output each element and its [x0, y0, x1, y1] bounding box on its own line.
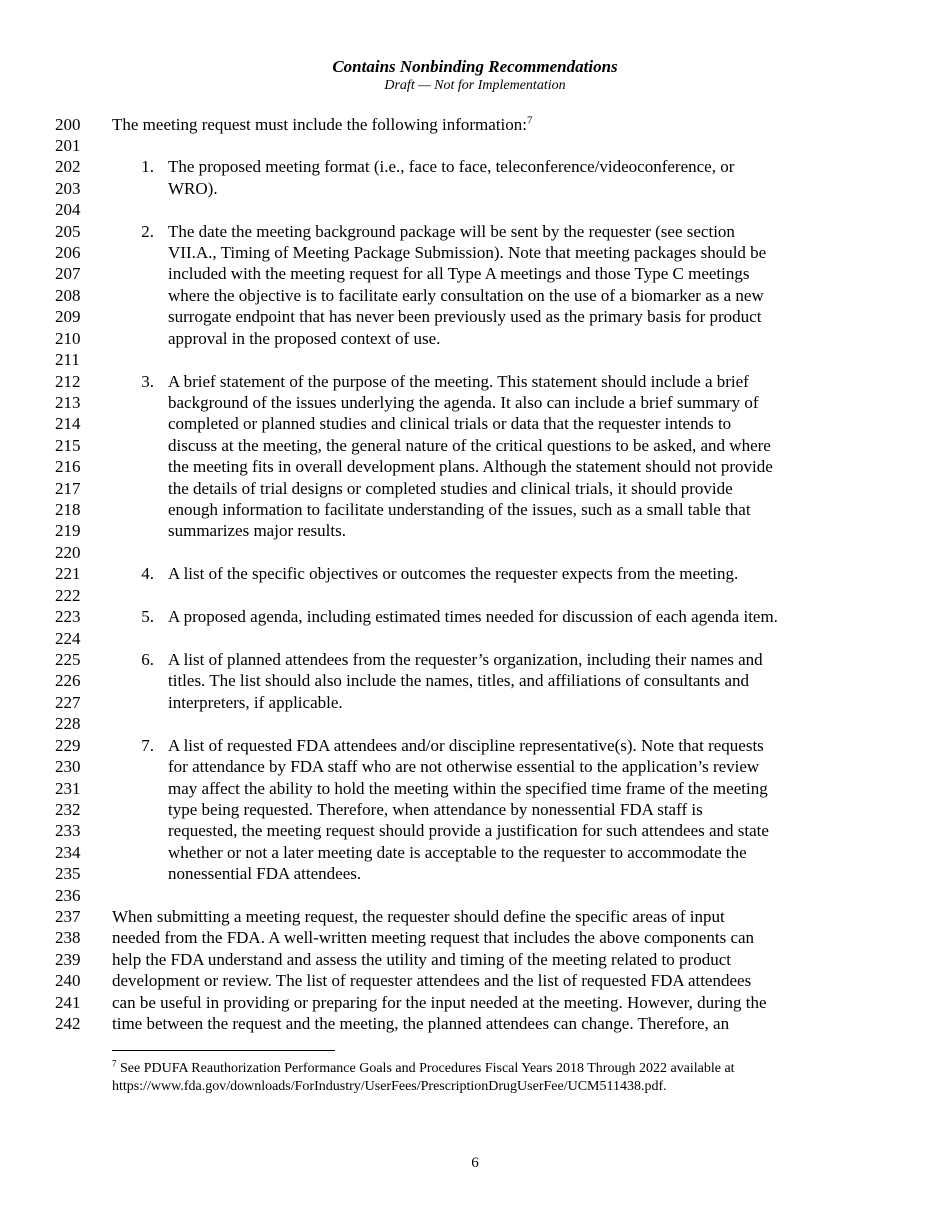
- line-number: 205: [55, 221, 81, 241]
- line-number: 204: [55, 200, 81, 220]
- paragraph-line: development or review. The list of requester attendees and the list of requested FDA attendees: [112, 971, 752, 991]
- line-number: 215: [55, 435, 81, 455]
- paragraph-line: When submitting a meeting request, the requester should define the specific areas of input: [112, 907, 725, 927]
- line-number: 235: [55, 864, 81, 884]
- paragraph-line: needed from the FDA. A well-written meeting request that includes the above components can: [112, 928, 755, 948]
- list-item-line: for attendance by FDA staff who are not otherwise essential to the application’s review: [168, 757, 760, 777]
- line-number: 226: [55, 671, 81, 691]
- line-number: 217: [55, 478, 81, 498]
- list-item-line: where the objective is to facilitate early consultation on the use of a biomarker as a new: [168, 285, 764, 305]
- list-item-line: completed or planned studies and clinical trials or data that the requester intends to: [168, 414, 732, 434]
- line-number: 208: [55, 285, 81, 305]
- running-header-title: Contains Nonbinding Recommendations: [332, 57, 618, 76]
- line-number: 225: [55, 650, 81, 669]
- list-item-line: included with the meeting request for all Type A meetings and those Type C meetings: [168, 264, 750, 284]
- line-number: 231: [55, 778, 81, 798]
- list-item-line: A brief statement of the purpose of the meeting. This statement should include a brief: [168, 371, 749, 391]
- list-item-number: 6.: [141, 650, 154, 669]
- intro-sentence: [112, 114, 533, 135]
- list-item-line: titles. The list should also include the names, titles, and affiliations of consultants and: [168, 671, 750, 691]
- list-item-number: 1.: [141, 157, 154, 177]
- paragraph-line: help the FDA understand and assess the utility and timing of the meeting related to product: [112, 949, 731, 969]
- line-number: 229: [55, 735, 81, 755]
- list-item-line: requested, the meeting request should provide a justification for such attendees and state: [168, 821, 769, 841]
- footnote: [112, 1060, 872, 1095]
- line-number: 227: [55, 692, 81, 712]
- list-item-line: the details of trial designs or completed studies and clinical trials, it should provide: [168, 478, 733, 498]
- intro-text: The meeting request must include the following information:: [112, 114, 527, 134]
- list-item-line: type being requested. Therefore, when attendance by nonessential FDA staff is: [168, 799, 703, 819]
- footnote-text: See PDUFA Reauthorization Performance Goals and Procedures Fiscal Years 2018 Through 2022 available at: [116, 1061, 735, 1076]
- list-item-number: 2.: [141, 221, 154, 241]
- line-number: 238: [55, 928, 81, 948]
- list-item-number: 4.: [141, 564, 154, 584]
- line-number: 211: [55, 350, 80, 370]
- list-item-number: 5.: [141, 607, 154, 627]
- page-number: 6: [471, 1155, 479, 1171]
- line-number: 234: [55, 842, 81, 862]
- line-number: 219: [55, 521, 81, 541]
- footnote-url[interactable]: https://www.fda.gov/downloads/ForIndustry/UserFees/PrescriptionDrugUserFee/UCM511438.pdf.: [112, 1078, 667, 1094]
- list-item-number: 7.: [141, 735, 154, 755]
- line-number: 232: [55, 799, 81, 819]
- list-item-line: summarizes major results.: [168, 521, 346, 541]
- line-number: 212: [55, 371, 81, 391]
- line-number: 202: [55, 157, 81, 177]
- list-item-line: surrogate endpoint that has never been previously used as the primary basis for product: [168, 307, 762, 327]
- footnote-line-1: [112, 1060, 872, 1078]
- line-number: 240: [55, 971, 81, 991]
- list-item-line: discuss at the meeting, the general nature of the critical questions to be asked, and where: [168, 435, 771, 455]
- paragraph-line: can be useful in providing or preparing for the input needed at the meeting. However, during the: [112, 992, 767, 1012]
- line-number: 230: [55, 757, 81, 777]
- line-number: 236: [55, 885, 81, 905]
- list-item-line: background of the issues underlying the agenda. It also can include a brief summary of: [168, 392, 759, 412]
- list-item-line: whether or not a later meeting date is acceptable to the requester to accommodate the: [168, 842, 747, 862]
- line-number: 242: [55, 1014, 81, 1034]
- line-number: 228: [55, 714, 81, 734]
- list-item-line: nonessential FDA attendees.: [168, 864, 362, 884]
- list-item-line: A proposed agenda, including estimated times needed for discussion of each agenda item.: [168, 607, 778, 627]
- line-number: 213: [55, 392, 81, 412]
- list-item-line: A list of requested FDA attendees and/or discipline representative(s). Note that requests: [168, 735, 764, 755]
- paragraph-line: time between the request and the meeting, the planned attendees can change. Therefore, an: [112, 1014, 730, 1034]
- line-number: 221: [55, 564, 81, 584]
- list-item-line: The date the meeting background package will be sent by the requester (see section: [168, 221, 735, 241]
- list-item-line: the meeting fits in overall development plans. Although the statement should not provide: [168, 457, 773, 477]
- line-number: 200: [55, 114, 81, 134]
- list-item-line: interpreters, if applicable.: [168, 692, 343, 712]
- list-item-line: WRO).: [168, 178, 218, 198]
- line-number: 214: [55, 414, 81, 434]
- line-number: 216: [55, 457, 81, 477]
- line-number: 222: [55, 585, 81, 605]
- running-header-subtitle: Draft — Not for Implementation: [384, 78, 566, 93]
- line-number: 220: [55, 542, 81, 562]
- line-number: 203: [55, 178, 81, 198]
- line-number: 223: [55, 607, 81, 627]
- footnote-reference[interactable]: 7: [527, 113, 533, 126]
- list-item-number: 3.: [141, 371, 154, 391]
- line-number: 210: [55, 328, 81, 348]
- footnote-marker: 7: [112, 1058, 117, 1069]
- list-item-line: may affect the ability to hold the meeting within the specified time frame of the meeting: [168, 778, 768, 798]
- line-number: 201: [55, 135, 81, 155]
- line-number: 241: [55, 992, 81, 1012]
- list-item-line: The proposed meeting format (i.e., face to face, teleconference/videoconference, or: [168, 157, 735, 177]
- line-number: 209: [55, 307, 81, 327]
- line-number: 237: [55, 907, 81, 927]
- list-item-line: enough information to facilitate understanding of the issues, such as a small table that: [168, 500, 751, 520]
- list-item-line: approval in the proposed context of use.: [168, 328, 441, 348]
- list-item-line: A list of planned attendees from the requester’s organization, including their names and: [168, 650, 763, 669]
- line-number: 224: [55, 628, 81, 648]
- footnote-divider: [112, 1050, 335, 1051]
- line-number: 206: [55, 243, 81, 263]
- list-item-line: VII.A., Timing of Meeting Package Submission). Note that meeting packages should be: [168, 243, 767, 263]
- line-number: 239: [55, 949, 81, 969]
- line-number: 233: [55, 821, 81, 841]
- list-item-line: A list of the specific objectives or outcomes the requester expects from the meeting.: [168, 564, 739, 584]
- line-number: 207: [55, 264, 81, 284]
- line-number: 218: [55, 500, 81, 520]
